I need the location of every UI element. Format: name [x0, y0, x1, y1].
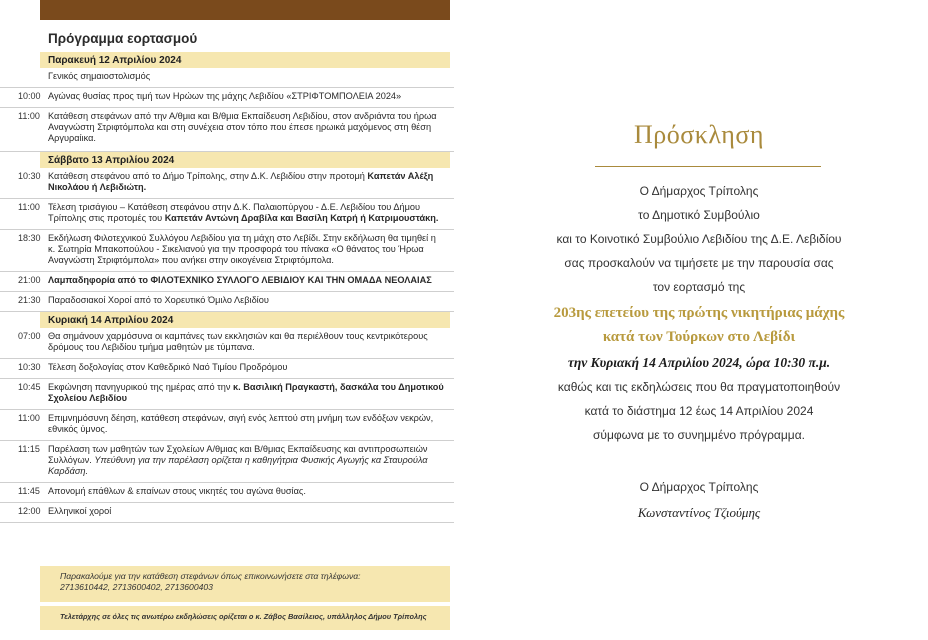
invitation-panel: [470, 0, 928, 640]
event-time: 11:00: [18, 202, 40, 212]
event-text: Καπετάν Αλέξη Νικολάου ή Λεβιδιώτη.: [48, 171, 434, 192]
event-time: 11:15: [18, 444, 40, 454]
event-time: 18:30: [18, 233, 41, 243]
invitation-line: σας προσκαλούν να τιμήσετε με την παρουσία σας: [564, 256, 834, 270]
invitation-line: καθώς και τις εκδηλώσεις που θα πραγματοποιηθούν: [557, 380, 841, 394]
program-schedule: [0, 52, 454, 523]
invitation-line: τον εορτασμό της: [652, 280, 746, 294]
event-description: [40, 410, 450, 437]
schedule-row: [0, 168, 454, 199]
event-description: [40, 483, 450, 499]
invitation-line: κατά το διάστημα 12 έως 14 Απριλίου 2024: [584, 404, 814, 418]
event-time: 10:00: [18, 91, 41, 101]
invitation-line: σύμφωνα με το συνημμένο πρόγραμμα.: [593, 428, 805, 442]
schedule-row: [0, 230, 454, 272]
event-text: κ. Βασιλική Πραγκαστή, δασκάλα του Δημοτικού Σχολείου Λεβιδίου: [48, 382, 444, 403]
schedule-row: [0, 483, 454, 503]
event-description: [40, 292, 450, 308]
event-text: Επιμνημόσυνη δέηση, κατάθεση στεφάνων, σιγή ενός λεπτού στη μνήμη των ενδόξων νεκρών, εθνικός ύμνος.: [48, 413, 434, 434]
event-text: Τέλεση δοξολογίας στον Καθεδρικό Ναό Τιμίου Προδρόμου: [48, 362, 288, 372]
event-text: Εκφώνηση πανηγυρικού της ημέρας από την: [48, 382, 233, 392]
schedule-row: [0, 359, 454, 379]
event-text: Λαμπαδηφορία από το ΦΙΛΟΤΕΧΝΙΚΟ ΣΥΛΛΟΓΟ ΛΕΒΙΔΙΟΥ ΚΑΙ ΤΗΝ ΟΜΑΔΑ ΝΕΟΛΑΙΑΣ: [48, 275, 432, 285]
day-header: Σάββατο 13 Απριλίου 2024: [40, 152, 450, 168]
event-time: 07:00: [18, 331, 41, 341]
program-panel: [0, 0, 454, 640]
schedule-row: [0, 379, 454, 410]
contact-note: Παρακαλούμε για την κατάθεση στεφάνων όπως επικοινωνήσετε στα τηλέφωνα:: [60, 571, 361, 581]
event-text: Ελληνικοί χοροί: [48, 506, 112, 516]
invitation-line: 203ης επετείου της πρώτης νικητήριας μάχης: [553, 305, 845, 321]
event-time: 10:30: [18, 171, 41, 181]
event-text: Παραδοσιακοί Χοροί από το Χορευτικό Όμιλο Λεβιδίου: [48, 295, 269, 305]
event-description: [40, 88, 450, 104]
event-text: Θα σημάνουν χαρμόσυνα οι καμπάνες των εκκλησιών και θα περιέλθουν τους κεντρικότερους δρόμους του Λεβιδίου τμήμα μαθητών με τύμπανα.: [48, 331, 428, 352]
schedule-row: [0, 68, 454, 88]
event-text: Τέλεση τρισάγιου – Κατάθεση στεφάνου στην Δ.Κ. Παλαιοπύργου - Δ.Ε. Λεβιδίου του Δήμου Τρίπολης στις προτομές του: [48, 202, 421, 223]
master-of-ceremonies-note: Τελετάρχης σε όλες τις ανωτέρω εκδηλώσεις ορίζεται ο κ. Ζάβος Βασίλειος, υπάλληλος Δήμου Τρίπολης: [40, 606, 450, 630]
event-description: [40, 230, 450, 268]
contact-phones: 2713610442, 2713600402, 2713600403: [60, 582, 213, 592]
title-divider: [595, 166, 821, 167]
event-time: 21:00: [18, 275, 41, 285]
schedule-row: [0, 88, 454, 108]
event-text: Υπεύθυνη για την παρέλαση ορίζεται η καθηγήτρια Φυσικής Αγωγής κα Σταυρούλα Καρδάση.: [48, 455, 428, 476]
invitation-line: Κωνσταντίνος Τζιούμης: [637, 505, 761, 520]
event-text: Αγώνας θυσίας προς τιμή των Ηρώων της μάχης Λεβιδίου «ΣΤΡΙΦΤΟΜΠΟΛΕΙΑ 2024»: [48, 91, 402, 101]
event-time: 10:45: [18, 382, 41, 392]
event-description: [40, 272, 450, 288]
schedule-row: [0, 441, 454, 483]
event-text: Απονομή επάθλων & επαίνων στους νικητές του αγώνα θυσίας.: [48, 486, 306, 496]
event-time: 10:30: [18, 362, 41, 372]
header-bar: [40, 0, 450, 20]
event-description: [40, 441, 450, 479]
schedule-row: [0, 272, 454, 292]
event-description: [40, 68, 450, 84]
event-description: [40, 108, 450, 146]
day-header: Κυριακή 14 Απριλίου 2024: [40, 312, 450, 328]
event-text: Γενικός σημαιοστολισμός: [48, 71, 151, 81]
schedule-row: [0, 108, 454, 152]
contact-box: [40, 566, 450, 602]
event-time: 11:00: [18, 413, 40, 423]
event-description: [40, 168, 450, 195]
schedule-row: [0, 199, 454, 230]
invitation-line: και το Κοινοτικό Συμβούλιο Λεβιδίου της Δ.Ε. Λεβιδίου: [556, 232, 842, 246]
schedule-row: [0, 292, 454, 312]
invitation-line: Ο Δήμαρχος Τρίπολης: [639, 480, 759, 494]
event-time: 21:30: [18, 295, 41, 305]
invitation-line: το Δημοτικό Συμβούλιο: [638, 208, 760, 222]
invitation-line: την Κυριακή 14 Απριλίου 2024, ώρα 10:30 π.μ.: [567, 355, 831, 370]
event-description: [40, 359, 450, 375]
event-description: [40, 199, 450, 226]
event-description: [40, 379, 450, 406]
schedule-row: [0, 328, 454, 359]
event-text: Εκδήλωση Φιλοτεχνικού Συλλόγου Λεβιδίου για τη μάχη στο Λεβίδι. Στην εκδήλωση θα τιμηθεί η κ. Σωτηρία Μπακοπούλου - Σικελιανού για την προσφορά του πίνακα «Ο θάνατος του Ήρωα Αναγνώστη Στριφτόμπολα» που ανήκει στην οικογένεια Στριφτόμπολα.: [48, 233, 436, 265]
event-text: Κατάθεση στεφάνων από την Α/θμια και Β/θμια Εκπαίδευση Λεβιδίου, στον ανδριάντα του ήρωα Αναγνώστη Στριφτόμπολα και στη συνέχεια στον τόπο που έπεσε ηρωικά μαχόμενος στη θέση Αργυραίικα.: [48, 111, 437, 143]
invitation-line: κατά των Τούρκων στο Λεβίδι: [602, 329, 796, 345]
invitation-line: Ο Δήμαρχος Τρίπολης: [639, 184, 759, 198]
event-text: Καπετάν Αντώνη Δραβίλα και Βασίλη Κατρή ή Κατριμουστάκη.: [164, 213, 439, 223]
event-time: 11:00: [18, 111, 40, 121]
invitation-title: Πρόσκληση: [634, 120, 764, 149]
event-text: Κατάθεση στεφάνου από το Δήμο Τρίπολης, στην Δ.Κ. Λεβιδίου στην προτομή: [48, 171, 368, 181]
program-title: Πρόγραμμα εορτασμού: [48, 31, 198, 46]
event-description: [40, 328, 450, 355]
schedule-row: [0, 503, 454, 523]
event-time: 12:00: [18, 506, 41, 516]
day-header: Παρακευή 12 Απριλίου 2024: [40, 52, 450, 68]
schedule-row: [0, 410, 454, 441]
event-description: [40, 503, 450, 519]
event-text: Παρέλαση των μαθητών των Σχολείων Α/θμιας και Β/θμιας Εκπαίδευσης και αντιπροσωπειών Συλλόγων.: [48, 444, 428, 465]
event-time: 11:45: [18, 486, 40, 496]
